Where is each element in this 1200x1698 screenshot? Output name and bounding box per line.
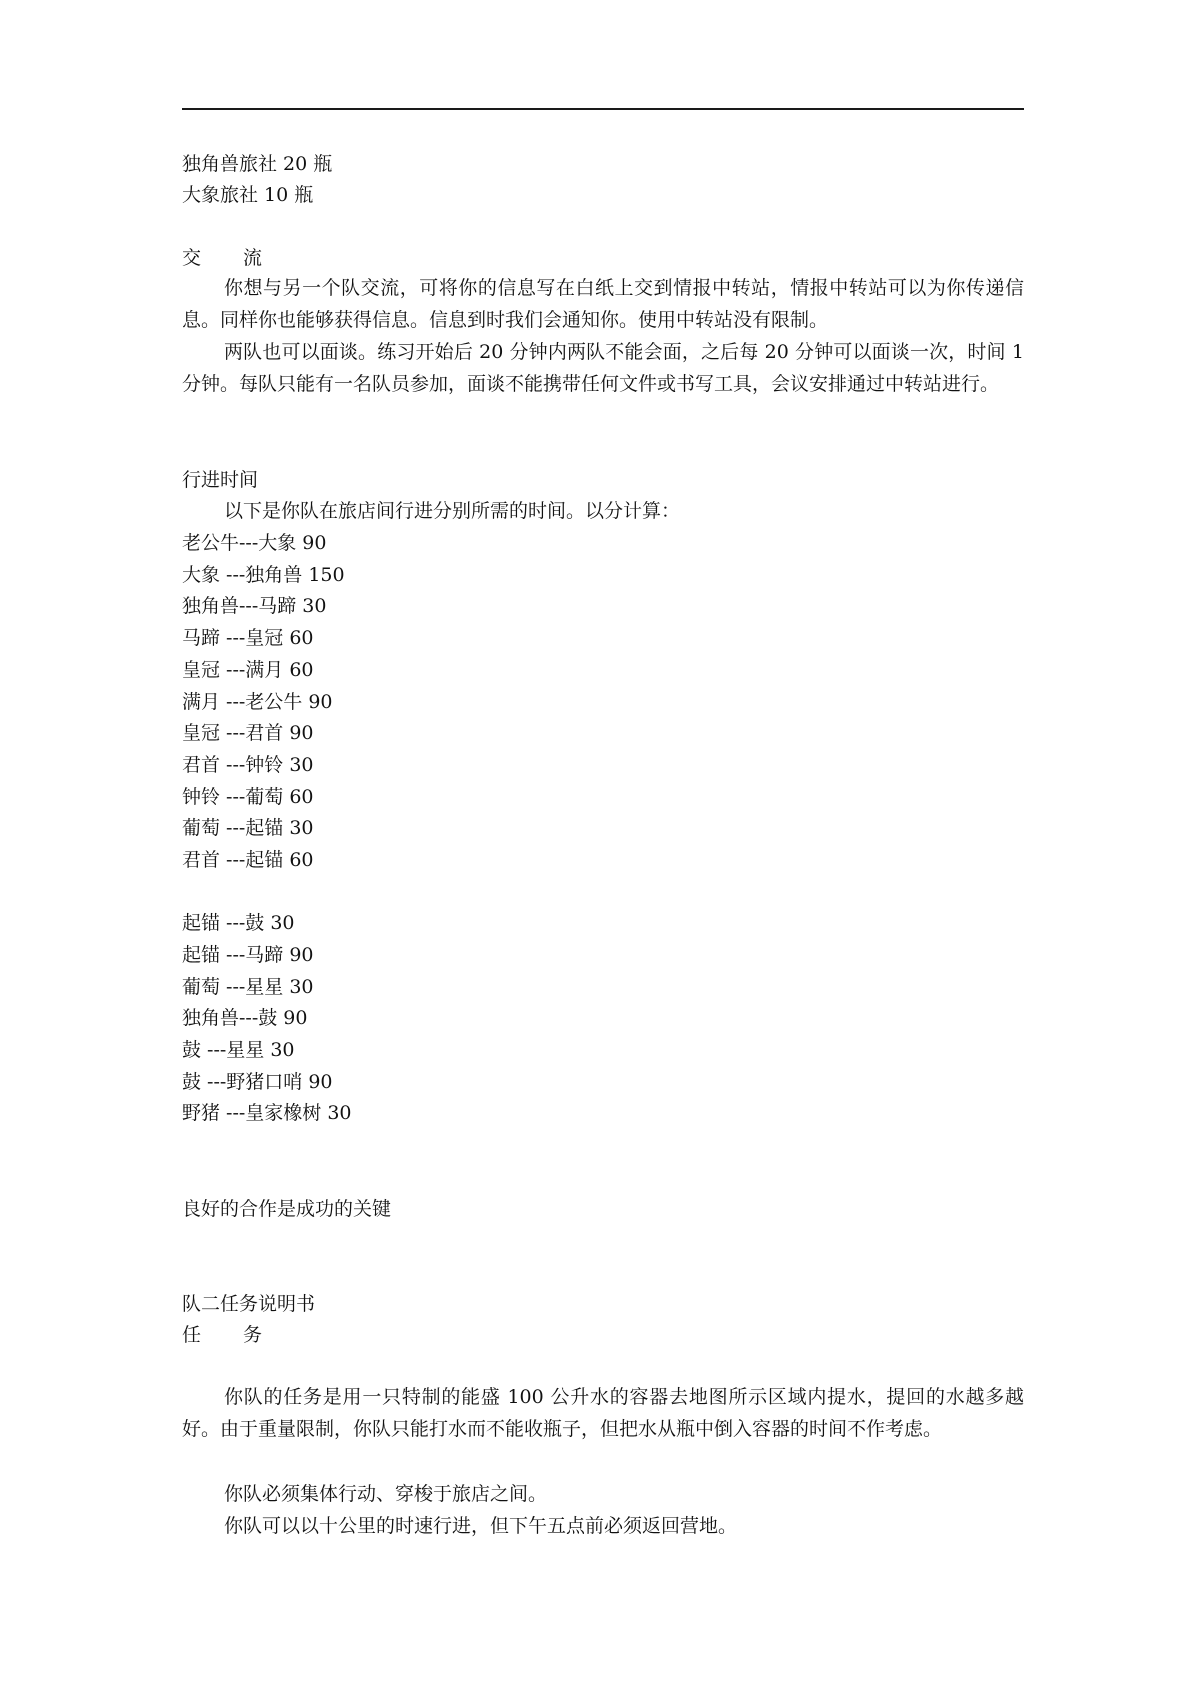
- team-two-title: 队二任务说明书: [182, 1293, 316, 1315]
- travel-time-heading: 行进时间: [182, 469, 259, 491]
- route-item: 皇冠 ---满月 60: [182, 659, 314, 681]
- route-item: 皇冠 ---君首 90: [182, 722, 314, 744]
- route-item: 马蹄 ---皇冠 60: [182, 627, 314, 649]
- motto: 良好的合作是成功的关键: [182, 1198, 392, 1220]
- route-item: 钟铃 ---葡萄 60: [182, 786, 314, 808]
- route-item: 君首 ---钟铃 30: [182, 754, 314, 776]
- route-item: 葡萄 ---星星 30: [182, 976, 314, 998]
- route-item: 君首 ---起锚 60: [182, 849, 314, 871]
- task-heading: [182, 1322, 262, 1348]
- communication-heading-right: 流: [243, 247, 263, 269]
- task-paragraph-water: 你队的任务是用一只特制的能盛 100 公升水的容器去地图所示区域内提水，提回的水越多越好。由于重量限制，你队只能打水而不能收瓶子，但把水从瓶中倒入容器的时间不作考虑。: [182, 1386, 1024, 1440]
- route-item: 起锚 ---鼓 30: [182, 912, 295, 934]
- communication-paragraph-relay: 你想与另一个队交流，可将你的信息写在白纸上交到情报中转站，情报中转站可以为你传递信息。同样你也能够获得信息。信息到时我们会通知你。使用中转站没有限制。: [182, 277, 1024, 331]
- supply-line-unicorn: 独角兽旅社 20 瓶: [182, 153, 333, 175]
- travel-time-intro: 以下是你队在旅店间行进分别所需的时间。以分计算：: [224, 500, 681, 522]
- task-paragraph-speed: 你队可以以十公里的时速行进，但下午五点前必须返回营地。: [224, 1515, 738, 1537]
- communication-paragraph-meeting: 两队也可以面谈。练习开始后 20 分钟内两队不能会面，之后每 20 分钟可以面谈一次，时间 1 分钟。每队只能有一名队员参加，面谈不能携带任何文件或书写工具，会议安排通过中转站进行。: [182, 341, 1024, 395]
- communication-heading: [182, 245, 262, 271]
- task-paragraph-move-together: 你队必须集体行动、穿梭于旅店之间。: [224, 1483, 548, 1505]
- route-item: 老公牛---大象 90: [182, 532, 327, 554]
- route-item: 起锚 ---马蹄 90: [182, 944, 314, 966]
- header-rule: [182, 108, 1024, 110]
- route-item: 鼓 ---星星 30: [182, 1039, 295, 1061]
- route-item: 独角兽---马蹄 30: [182, 595, 327, 617]
- communication-heading-left: 交: [182, 247, 202, 269]
- route-item: 大象 ---独角兽 150: [182, 564, 345, 586]
- route-item: 独角兽---鼓 90: [182, 1007, 308, 1029]
- route-item: 鼓 ---野猪口哨 90: [182, 1071, 333, 1093]
- route-item: 葡萄 ---起锚 30: [182, 817, 314, 839]
- route-item: 野猪 ---皇家橡树 30: [182, 1102, 352, 1124]
- route-item: 满月 ---老公牛 90: [182, 691, 333, 713]
- task-heading-right: 务: [243, 1324, 263, 1346]
- supply-line-elephant: 大象旅社 10 瓶: [182, 184, 314, 206]
- task-heading-left: 任: [182, 1324, 202, 1346]
